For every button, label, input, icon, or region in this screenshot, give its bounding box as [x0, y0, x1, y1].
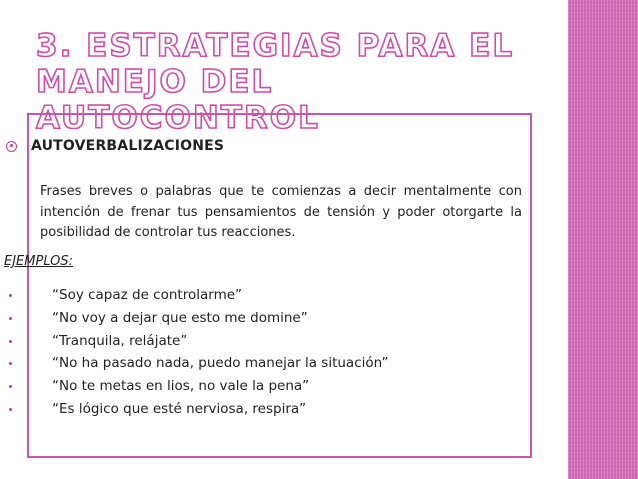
example-text: “No voy a dejar que esto me domine” [52, 309, 308, 326]
example-text: “No te metas en lios, no vale la pena” [52, 378, 310, 395]
section-description: Frases breves o palabras que te comienzas a decir mentalmente con intención de frenar tus pensamientos de tensión y poder otorgarte la posibilidad de controlar tus reacciones. [40, 184, 522, 240]
target-bullet-icon [6, 141, 17, 152]
dot-bullet-icon [9, 385, 12, 388]
examples-list [0, 284, 388, 421]
list-item [0, 330, 388, 353]
list-item [0, 398, 388, 421]
list-item [0, 307, 388, 330]
dot-bullet-icon [9, 317, 12, 320]
example-text: “Es lógico que esté nerviosa, respira” [52, 400, 307, 417]
section-heading-row [6, 138, 224, 154]
dot-bullet-icon [9, 294, 12, 297]
list-item [0, 284, 388, 307]
example-text: “Soy capaz de controlarme” [52, 287, 243, 303]
section-heading: AUTOVERBALIZACIONES [31, 138, 225, 154]
example-text: “No ha pasado nada, puedo manejar la situación” [52, 355, 389, 372]
slide-title: 3. ESTRATEGIAS PARA EL MANEJO DEL AUTOCONTROL [36, 28, 515, 136]
list-item [0, 352, 388, 375]
dot-bullet-icon [9, 362, 12, 365]
dot-bullet-icon [9, 340, 12, 343]
decorative-sidebar [568, 0, 638, 479]
list-item [0, 375, 388, 398]
dot-bullet-icon [9, 408, 12, 411]
examples-label: EJEMPLOS: [4, 254, 74, 269]
example-text: “Tranquila, relájate” [52, 332, 188, 349]
